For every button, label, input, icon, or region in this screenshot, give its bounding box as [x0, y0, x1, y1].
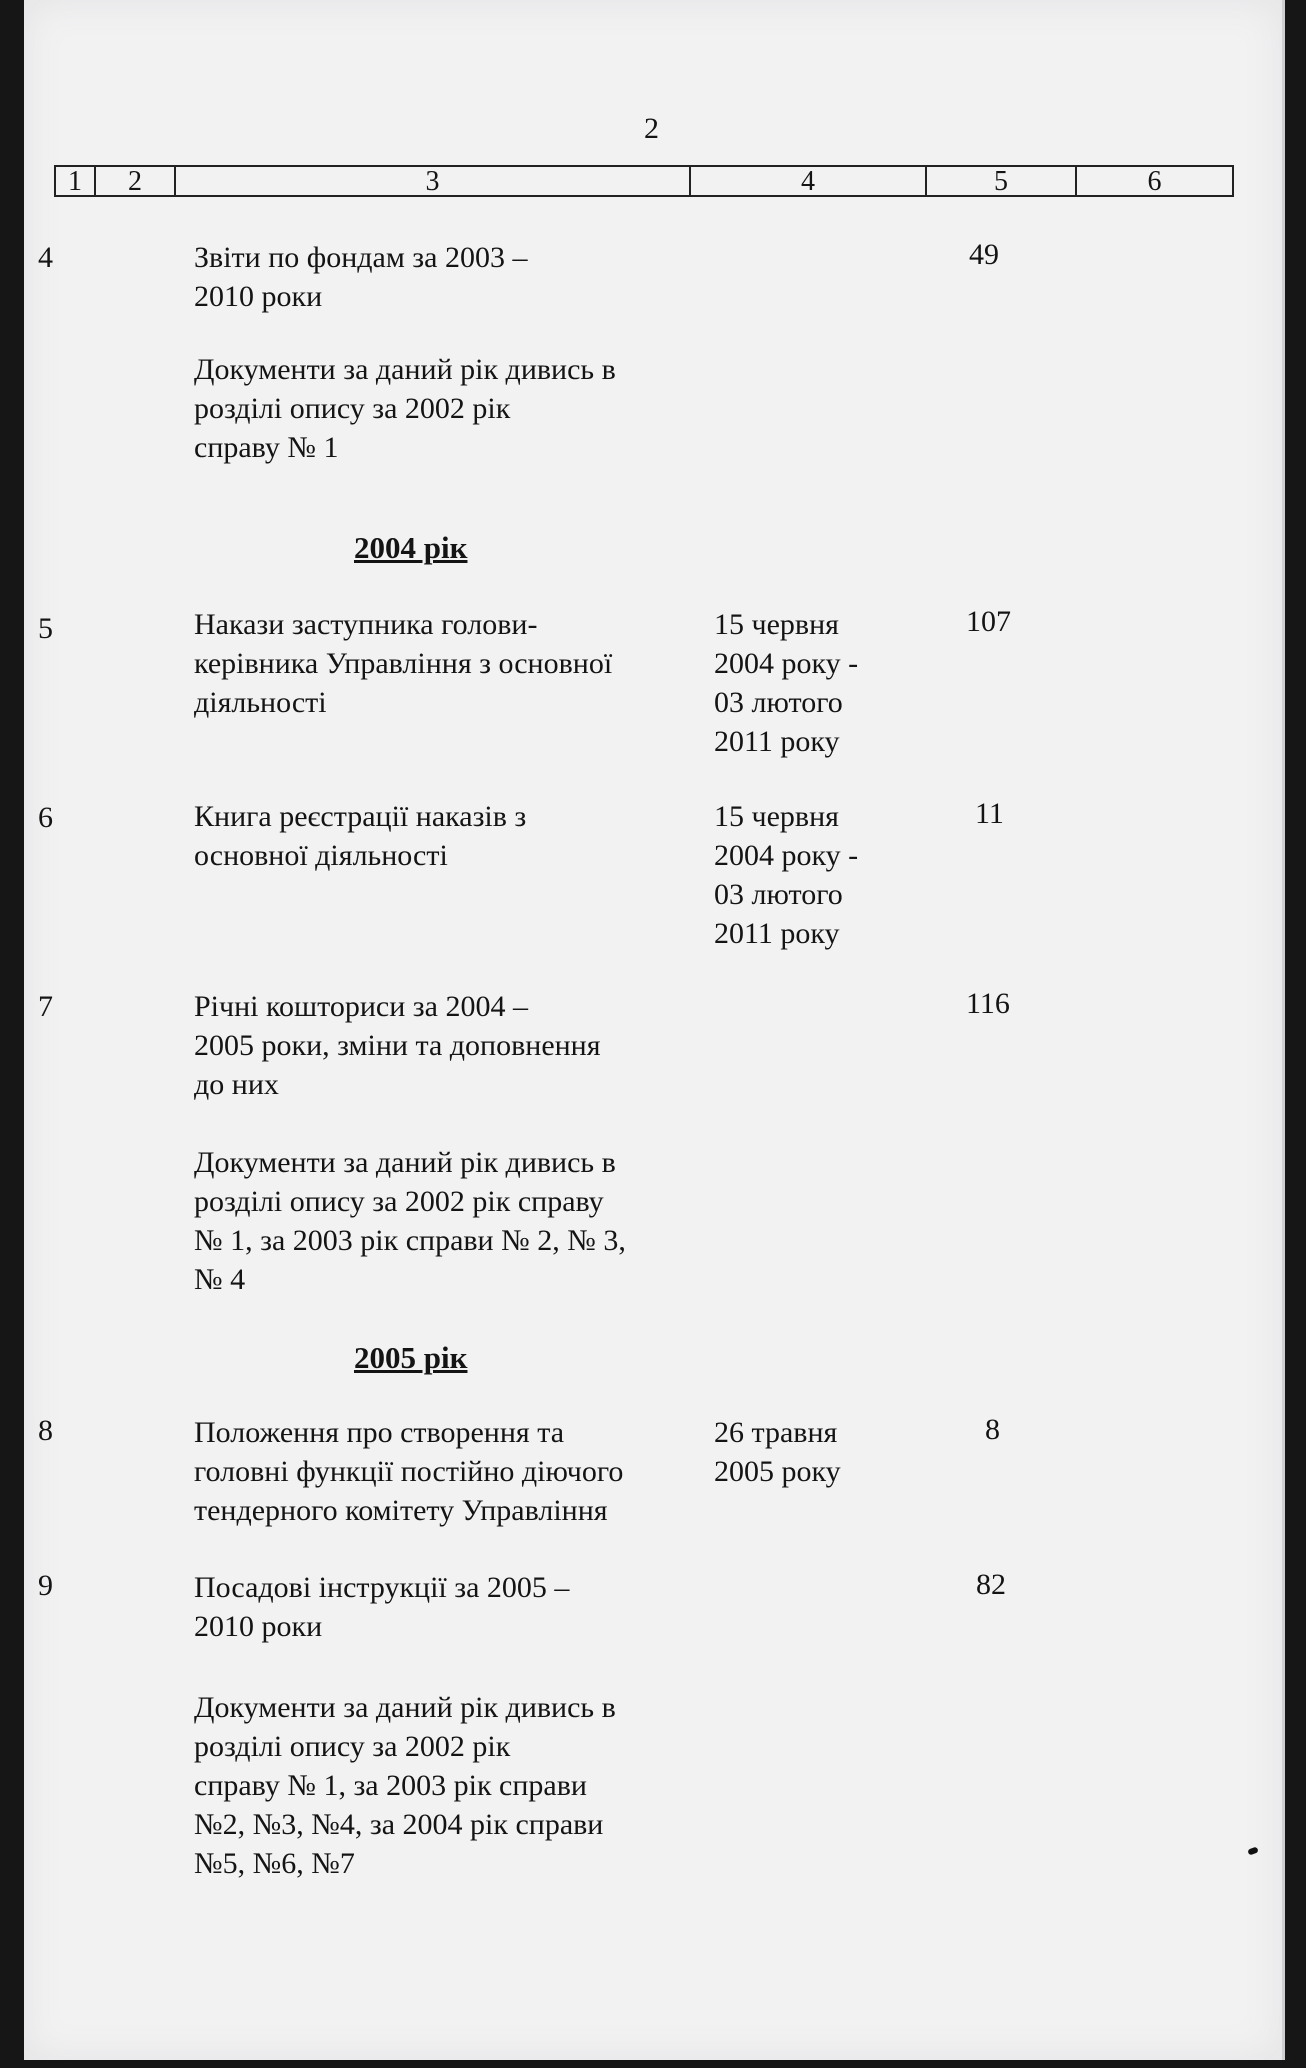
entry-note: Документи за даний рік дивись в розділі опису за 2002 рік справу № 1	[194, 353, 616, 464]
entry-title: Положення про створення та головні функції постійно діючого тендерного комітету Управління	[194, 1416, 624, 1527]
entry-title: Посадові інструкції за 2005 – 2010 роки	[194, 1571, 570, 1643]
entry-title: Звіти по фондам за 2003 – 2010 роки	[194, 241, 528, 313]
entry-sheet-count: 82	[976, 1568, 1006, 1601]
entry-number: 8	[38, 1414, 53, 1447]
column-header-4: 4	[691, 167, 927, 195]
column-header-1: 1	[56, 167, 96, 195]
entry-dates: 26 травня 2005 року	[714, 1416, 841, 1488]
entry-number: 6	[38, 801, 53, 834]
year-heading-2005: 2005 рік	[354, 1340, 468, 1375]
entry-number: 5	[38, 612, 53, 645]
document-page	[24, 0, 1285, 2060]
column-header-6: 6	[1147, 166, 1162, 197]
entry-title: Книга реєстрації наказів з основної діяльності	[194, 800, 527, 872]
entry-sheet-count: 49	[969, 238, 999, 271]
entry-title: Накази заступника голови- керівника Управління з основної діяльності	[194, 608, 613, 719]
entry-sheet-count: 8	[985, 1413, 1000, 1446]
page-number: 2	[644, 112, 659, 145]
ink-speck	[1247, 1846, 1258, 1855]
entry-number: 7	[38, 990, 53, 1023]
entry-note: Документи за даний рік дивись в розділі опису за 2002 рік справу № 1, за 2003 рік справи № 2, № 3, № 4	[194, 1146, 626, 1296]
entry-number: 9	[38, 1569, 53, 1602]
entry-sheet-count: 11	[975, 797, 1004, 830]
column-header-row	[54, 165, 1234, 197]
entry-title: Річні кошториси за 2004 – 2005 роки, зміни та доповнення до них	[194, 990, 601, 1101]
column-header-5: 5	[927, 167, 1077, 195]
entry-sheet-count: 107	[966, 605, 1011, 638]
entry-dates: 15 червня 2004 року - 03 лютого 2011 року	[714, 800, 859, 950]
column-header-2: 2	[96, 167, 176, 195]
column-header-3: 3	[176, 167, 691, 195]
entry-sheet-count: 116	[966, 987, 1010, 1020]
entry-dates: 15 червня 2004 року - 03 лютого 2011 року	[714, 608, 859, 758]
entry-note: Документи за даний рік дивись в розділі опису за 2002 рік справу № 1, за 2003 рік справи №2, №3, №4, за 2004 рік справи №5, №6, №7	[194, 1691, 616, 1880]
year-heading-2004: 2004 рік	[354, 530, 468, 565]
entry-number: 4	[38, 241, 53, 274]
